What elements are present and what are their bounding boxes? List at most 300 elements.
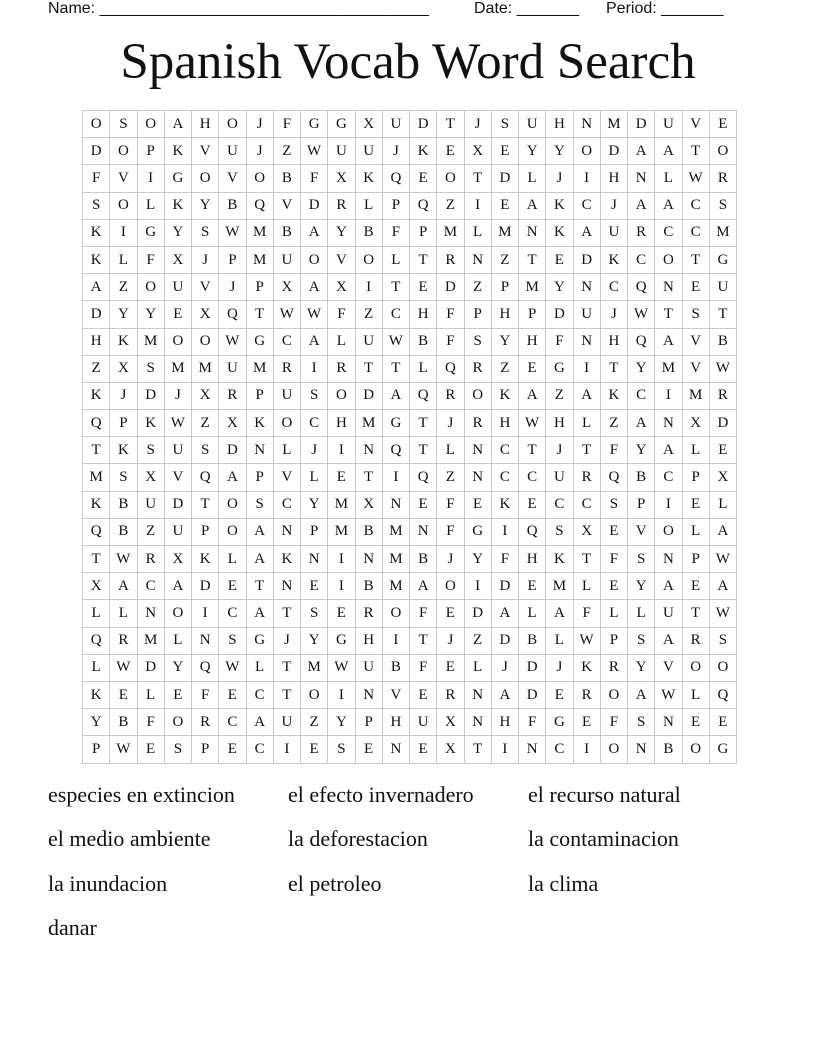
- grid-row: [83, 491, 737, 518]
- grid-cell: O: [355, 246, 382, 273]
- grid-cell: X: [709, 464, 736, 491]
- grid-cell: V: [328, 246, 355, 273]
- grid-cell: N: [355, 681, 382, 708]
- grid-cell: X: [437, 736, 464, 763]
- grid-cell: B: [628, 464, 655, 491]
- grid-cell: O: [328, 382, 355, 409]
- grid-cell: N: [246, 437, 273, 464]
- grid-cell: I: [382, 464, 409, 491]
- grid-cell: P: [219, 246, 246, 273]
- grid-cell: X: [192, 301, 219, 328]
- grid-cell: M: [655, 355, 682, 382]
- grid-cell: J: [600, 192, 627, 219]
- grid-cell: L: [273, 437, 300, 464]
- grid-cell: I: [491, 736, 518, 763]
- grid-cell: T: [410, 246, 437, 273]
- grid-cell: C: [301, 410, 328, 437]
- grid-cell: W: [301, 138, 328, 165]
- grid-cell: E: [546, 246, 573, 273]
- grid-cell: S: [301, 600, 328, 627]
- grid-cell: Y: [464, 546, 491, 573]
- grid-cell: R: [709, 165, 736, 192]
- grid-cell: L: [164, 627, 191, 654]
- grid-cell: Q: [83, 410, 110, 437]
- grid-cell: O: [83, 111, 110, 138]
- grid-cell: B: [273, 165, 300, 192]
- grid-cell: J: [464, 111, 491, 138]
- grid-cell: E: [301, 736, 328, 763]
- grid-cell: E: [137, 736, 164, 763]
- grid-cell: P: [246, 274, 273, 301]
- grid-cell: K: [273, 546, 300, 573]
- grid-cell: S: [192, 219, 219, 246]
- grid-cell: H: [355, 627, 382, 654]
- grid-cell: U: [600, 219, 627, 246]
- grid-cell: A: [164, 573, 191, 600]
- grid-cell: E: [410, 736, 437, 763]
- grid-cell: O: [437, 165, 464, 192]
- grid-cell: Y: [164, 654, 191, 681]
- grid-cell: Q: [519, 518, 546, 545]
- grid-cell: D: [137, 382, 164, 409]
- grid-cell: C: [682, 219, 709, 246]
- grid-cell: T: [600, 355, 627, 382]
- grid-cell: T: [246, 573, 273, 600]
- grid-row: [83, 437, 737, 464]
- grid-row: [83, 274, 737, 301]
- grid-cell: V: [628, 518, 655, 545]
- grid-cell: U: [355, 328, 382, 355]
- grid-cell: G: [246, 627, 273, 654]
- grid-cell: O: [682, 654, 709, 681]
- grid-cell: L: [628, 600, 655, 627]
- grid-cell: M: [328, 491, 355, 518]
- grid-cell: W: [110, 546, 137, 573]
- grid-cell: D: [192, 573, 219, 600]
- grid-cell: L: [110, 600, 137, 627]
- grid-cell: F: [137, 246, 164, 273]
- grid-cell: S: [110, 111, 137, 138]
- word-list-item: el medio ambiente: [48, 826, 211, 851]
- grid-cell: N: [137, 600, 164, 627]
- grid-cell: T: [573, 437, 600, 464]
- grid-row: [83, 111, 737, 138]
- grid-cell: S: [328, 736, 355, 763]
- grid-cell: N: [273, 518, 300, 545]
- grid-cell: T: [682, 138, 709, 165]
- grid-cell: O: [219, 111, 246, 138]
- grid-cell: E: [164, 681, 191, 708]
- grid-cell: H: [328, 410, 355, 437]
- grid-cell: E: [519, 355, 546, 382]
- grid-cell: K: [164, 138, 191, 165]
- grid-cell: W: [682, 165, 709, 192]
- grid-cell: R: [192, 709, 219, 736]
- grid-cell: A: [573, 382, 600, 409]
- grid-cell: E: [546, 681, 573, 708]
- grid-cell: H: [546, 410, 573, 437]
- grid-cell: S: [301, 382, 328, 409]
- grid-cell: Z: [437, 464, 464, 491]
- grid-cell: T: [682, 600, 709, 627]
- grid-cell: A: [628, 410, 655, 437]
- grid-cell: G: [164, 165, 191, 192]
- grid-cell: A: [573, 219, 600, 246]
- grid-cell: T: [355, 355, 382, 382]
- grid-cell: C: [273, 328, 300, 355]
- grid-cell: B: [355, 573, 382, 600]
- grid-cell: Z: [546, 382, 573, 409]
- grid-cell: L: [410, 355, 437, 382]
- grid-cell: N: [382, 491, 409, 518]
- grid-cell: L: [110, 246, 137, 273]
- grid-cell: R: [273, 355, 300, 382]
- grid-cell: R: [709, 382, 736, 409]
- grid-cell: V: [682, 111, 709, 138]
- grid-cell: A: [655, 437, 682, 464]
- grid-cell: R: [600, 654, 627, 681]
- grid-cell: I: [573, 355, 600, 382]
- grid-cell: P: [682, 464, 709, 491]
- grid-cell: P: [83, 736, 110, 763]
- grid-cell: X: [110, 355, 137, 382]
- grid-cell: S: [137, 437, 164, 464]
- grid-cell: A: [246, 518, 273, 545]
- grid-row: [83, 546, 737, 573]
- grid-cell: T: [83, 437, 110, 464]
- grid-cell: F: [519, 709, 546, 736]
- grid-row: [83, 464, 737, 491]
- grid-row: [83, 301, 737, 328]
- grid-cell: Q: [192, 464, 219, 491]
- grid-cell: S: [137, 355, 164, 382]
- grid-cell: D: [464, 600, 491, 627]
- grid-cell: E: [519, 491, 546, 518]
- grid-cell: W: [164, 410, 191, 437]
- grid-cell: I: [573, 165, 600, 192]
- grid-cell: H: [600, 165, 627, 192]
- grid-cell: H: [491, 301, 518, 328]
- grid-cell: T: [573, 546, 600, 573]
- grid-cell: A: [655, 138, 682, 165]
- grid-cell: G: [328, 627, 355, 654]
- grid-cell: A: [655, 627, 682, 654]
- grid-cell: N: [355, 546, 382, 573]
- grid-cell: A: [301, 328, 328, 355]
- grid-cell: E: [301, 573, 328, 600]
- grid-cell: E: [164, 301, 191, 328]
- grid-cell: L: [301, 464, 328, 491]
- grid-cell: G: [464, 518, 491, 545]
- grid-cell: O: [655, 518, 682, 545]
- grid-cell: Y: [628, 355, 655, 382]
- grid-cell: F: [600, 709, 627, 736]
- grid-cell: A: [410, 573, 437, 600]
- grid-cell: T: [192, 491, 219, 518]
- grid-cell: O: [437, 573, 464, 600]
- grid-cell: R: [137, 546, 164, 573]
- grid-cell: I: [328, 681, 355, 708]
- grid-cell: W: [709, 546, 736, 573]
- grid-row: [83, 355, 737, 382]
- grid-cell: O: [246, 165, 273, 192]
- grid-cell: B: [355, 518, 382, 545]
- grid-cell: G: [546, 355, 573, 382]
- grid-cell: A: [246, 600, 273, 627]
- grid-cell: Y: [628, 573, 655, 600]
- grid-cell: C: [519, 464, 546, 491]
- grid-cell: E: [709, 709, 736, 736]
- grid-cell: F: [410, 600, 437, 627]
- grid-cell: L: [437, 437, 464, 464]
- grid-cell: W: [382, 328, 409, 355]
- grid-cell: A: [655, 192, 682, 219]
- grid-cell: O: [709, 654, 736, 681]
- grid-cell: K: [164, 192, 191, 219]
- grid-cell: E: [519, 573, 546, 600]
- period-field: Period: _______: [606, 0, 724, 17]
- grid-cell: F: [573, 600, 600, 627]
- grid-cell: E: [410, 165, 437, 192]
- grid-cell: C: [628, 246, 655, 273]
- grid-cell: J: [546, 437, 573, 464]
- grid-cell: B: [110, 518, 137, 545]
- grid-cell: O: [600, 681, 627, 708]
- grid-cell: N: [382, 736, 409, 763]
- grid-cell: N: [573, 111, 600, 138]
- grid-cell: Y: [546, 138, 573, 165]
- grid-cell: T: [273, 654, 300, 681]
- grid-cell: H: [382, 709, 409, 736]
- grid-cell: K: [600, 246, 627, 273]
- grid-cell: T: [682, 246, 709, 273]
- grid-cell: I: [328, 573, 355, 600]
- grid-cell: C: [655, 219, 682, 246]
- grid-cell: D: [164, 491, 191, 518]
- grid-cell: U: [355, 654, 382, 681]
- grid-cell: F: [437, 301, 464, 328]
- grid-row: [83, 518, 737, 545]
- grid-cell: G: [709, 736, 736, 763]
- grid-cell: Z: [600, 410, 627, 437]
- grid-cell: T: [382, 274, 409, 301]
- grid-cell: O: [192, 165, 219, 192]
- grid-cell: R: [437, 246, 464, 273]
- grid-cell: U: [355, 138, 382, 165]
- grid-cell: S: [219, 627, 246, 654]
- grid-cell: F: [83, 165, 110, 192]
- header-fields: [0, 0, 816, 22]
- grid-cell: Z: [83, 355, 110, 382]
- grid-cell: K: [83, 491, 110, 518]
- grid-cell: Q: [83, 627, 110, 654]
- grid-cell: R: [355, 600, 382, 627]
- grid-cell: L: [219, 546, 246, 573]
- grid-cell: I: [464, 192, 491, 219]
- grid-cell: M: [246, 219, 273, 246]
- grid-cell: D: [410, 111, 437, 138]
- grid-cell: P: [137, 138, 164, 165]
- grid-cell: F: [600, 546, 627, 573]
- grid-row: [83, 246, 737, 273]
- grid-cell: M: [437, 219, 464, 246]
- grid-cell: P: [519, 301, 546, 328]
- grid-cell: U: [273, 709, 300, 736]
- grid-cell: C: [655, 464, 682, 491]
- grid-cell: V: [192, 274, 219, 301]
- grid-cell: D: [600, 138, 627, 165]
- grid-cell: M: [546, 573, 573, 600]
- grid-cell: Y: [83, 709, 110, 736]
- grid-cell: Y: [328, 219, 355, 246]
- word-list-item: la deforestacion: [288, 826, 428, 851]
- grid-cell: F: [273, 111, 300, 138]
- grid-cell: A: [246, 709, 273, 736]
- grid-cell: H: [519, 328, 546, 355]
- grid-row: [83, 165, 737, 192]
- grid-cell: C: [219, 600, 246, 627]
- grid-cell: B: [410, 328, 437, 355]
- grid-cell: Q: [246, 192, 273, 219]
- grid-cell: K: [546, 219, 573, 246]
- grid-cell: B: [110, 709, 137, 736]
- grid-cell: F: [600, 437, 627, 464]
- grid-cell: D: [219, 437, 246, 464]
- grid-cell: W: [709, 355, 736, 382]
- grid-cell: B: [219, 192, 246, 219]
- grid-cell: C: [246, 736, 273, 763]
- grid-row: [83, 681, 737, 708]
- grid-cell: L: [83, 600, 110, 627]
- date-field: Date: _______: [474, 0, 579, 17]
- grid-cell: E: [219, 573, 246, 600]
- grid-cell: N: [655, 274, 682, 301]
- grid-cell: J: [437, 546, 464, 573]
- grid-cell: S: [628, 627, 655, 654]
- grid-cell: L: [600, 600, 627, 627]
- grid-cell: Q: [192, 654, 219, 681]
- grid-cell: I: [328, 546, 355, 573]
- grid-cell: U: [655, 600, 682, 627]
- grid-cell: P: [192, 736, 219, 763]
- grid-cell: K: [192, 546, 219, 573]
- grid-cell: I: [464, 573, 491, 600]
- grid-cell: M: [709, 219, 736, 246]
- grid-cell: U: [410, 709, 437, 736]
- grid-cell: J: [273, 627, 300, 654]
- grid-cell: U: [709, 274, 736, 301]
- grid-cell: N: [655, 410, 682, 437]
- grid-cell: V: [655, 654, 682, 681]
- grid-cell: Y: [546, 274, 573, 301]
- grid-cell: E: [491, 192, 518, 219]
- grid-cell: E: [709, 437, 736, 464]
- grid-row: [83, 627, 737, 654]
- grid-cell: O: [137, 274, 164, 301]
- word-list-item: la clima: [528, 871, 599, 896]
- grid-cell: Y: [110, 301, 137, 328]
- grid-cell: W: [110, 654, 137, 681]
- grid-cell: T: [382, 355, 409, 382]
- page-title: Spanish Vocab Word Search: [120, 34, 696, 90]
- grid-cell: A: [628, 192, 655, 219]
- grid-cell: K: [110, 437, 137, 464]
- grid-cell: X: [83, 573, 110, 600]
- grid-cell: P: [600, 627, 627, 654]
- grid-cell: Z: [273, 138, 300, 165]
- grid-cell: M: [382, 573, 409, 600]
- word-list-item: danar: [48, 915, 97, 940]
- grid-cell: Z: [464, 274, 491, 301]
- grid-cell: S: [83, 192, 110, 219]
- grid-cell: Z: [464, 627, 491, 654]
- grid-cell: P: [192, 518, 219, 545]
- grid-cell: L: [519, 600, 546, 627]
- grid-cell: B: [355, 219, 382, 246]
- grid-cell: N: [273, 573, 300, 600]
- grid-cell: D: [83, 301, 110, 328]
- grid-cell: I: [573, 736, 600, 763]
- grid-cell: E: [437, 654, 464, 681]
- grid-cell: Y: [192, 192, 219, 219]
- grid-cell: J: [219, 274, 246, 301]
- grid-cell: C: [246, 681, 273, 708]
- grid-cell: K: [573, 654, 600, 681]
- grid-cell: Z: [137, 518, 164, 545]
- grid-cell: C: [546, 736, 573, 763]
- grid-cell: S: [192, 437, 219, 464]
- grid-cell: T: [655, 301, 682, 328]
- grid-cell: Z: [491, 355, 518, 382]
- grid-cell: U: [655, 111, 682, 138]
- grid-cell: P: [410, 219, 437, 246]
- grid-cell: W: [573, 627, 600, 654]
- grid-cell: A: [655, 573, 682, 600]
- grid-cell: J: [164, 382, 191, 409]
- grid-cell: P: [628, 491, 655, 518]
- grid-cell: M: [192, 355, 219, 382]
- grid-cell: L: [137, 192, 164, 219]
- grid-cell: N: [192, 627, 219, 654]
- grid-cell: D: [137, 654, 164, 681]
- grid-cell: R: [437, 681, 464, 708]
- word-list-item: el recurso natural: [528, 782, 681, 807]
- grid-cell: A: [382, 382, 409, 409]
- grid-cell: O: [382, 600, 409, 627]
- grid-cell: R: [219, 382, 246, 409]
- grid-cell: W: [219, 654, 246, 681]
- grid-cell: M: [83, 464, 110, 491]
- grid-cell: N: [573, 274, 600, 301]
- grid-cell: N: [410, 518, 437, 545]
- grid-cell: W: [655, 681, 682, 708]
- grid-cell: Y: [491, 328, 518, 355]
- grid-row: [83, 138, 737, 165]
- grid-cell: L: [464, 654, 491, 681]
- grid-cell: K: [137, 410, 164, 437]
- grid-cell: W: [328, 654, 355, 681]
- grid-cell: K: [110, 328, 137, 355]
- grid-cell: P: [491, 274, 518, 301]
- grid-cell: A: [246, 546, 273, 573]
- grid-cell: K: [546, 546, 573, 573]
- grid-cell: L: [246, 654, 273, 681]
- grid-cell: Y: [164, 219, 191, 246]
- grid-cell: I: [137, 165, 164, 192]
- grid-cell: E: [682, 491, 709, 518]
- grid-cell: T: [246, 301, 273, 328]
- grid-cell: P: [464, 301, 491, 328]
